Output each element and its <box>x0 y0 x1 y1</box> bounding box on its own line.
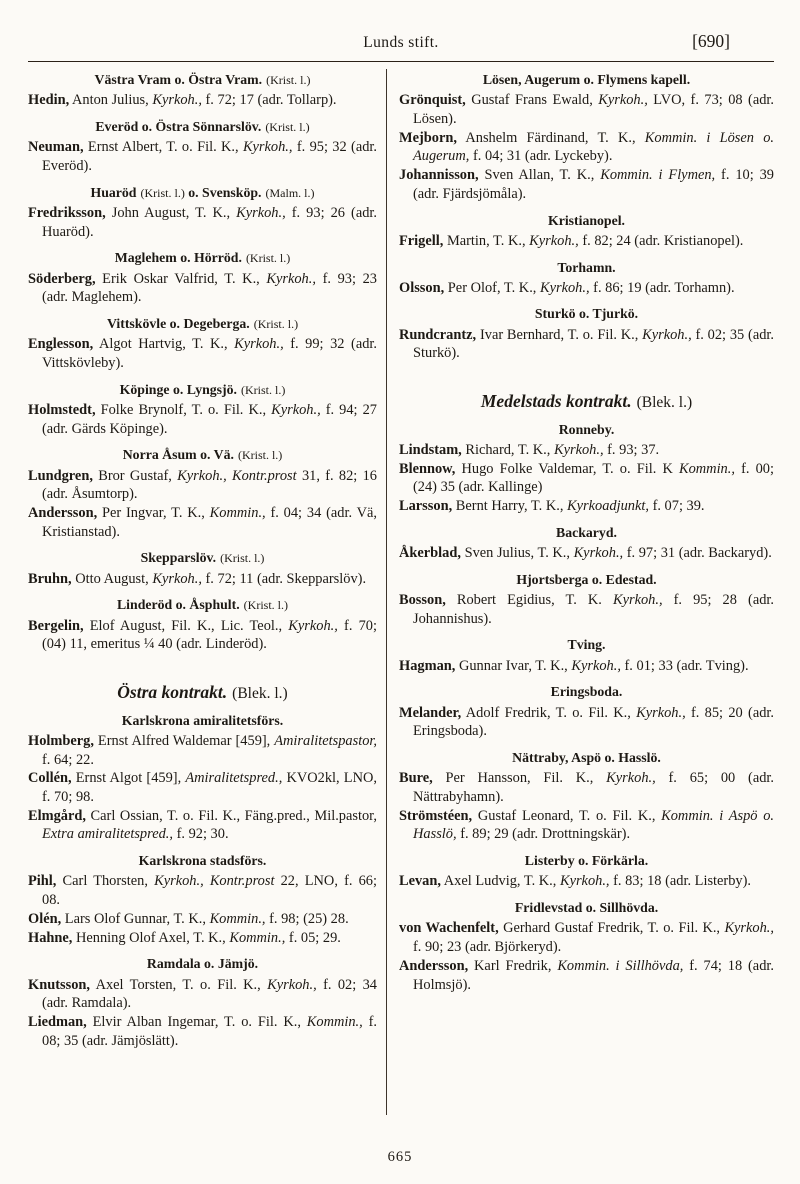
text-run: f. 64; 22. <box>42 751 94 768</box>
text-run: Kommin., <box>306 1013 363 1030</box>
text-run: Kyrkoh., <box>540 279 590 296</box>
text-run: f. 97; 31 (adr. Backaryd). <box>623 545 772 562</box>
text-run: LVO, f. 73; 08 (adr. Lösen). <box>413 92 774 127</box>
clergy-entry <box>399 279 774 298</box>
text-run: f. 99; 32 (adr. Vittskövleby). <box>42 336 377 371</box>
columns-container <box>28 69 774 1115</box>
clergy-entry <box>28 1013 377 1050</box>
surname: Söderberg, <box>28 270 96 287</box>
text-run: Kyrkoh., <box>553 441 604 458</box>
text-run: Kyrkoh., <box>288 617 338 634</box>
parish-heading <box>28 712 377 729</box>
text-run: (Krist. l.) <box>140 185 185 200</box>
text-run: f. 83; 18 (adr. Listerby). <box>609 873 752 890</box>
text-run: Lars Olof Gunnar, T. K., <box>61 910 210 927</box>
clergy-entry <box>28 910 377 929</box>
text-run: (Krist. l.) <box>237 448 283 463</box>
text-run: Robert Egidius, T. K. <box>445 592 613 609</box>
text-run: Kyrkoh., <box>152 92 202 109</box>
text-run: Amiralitetspastor, <box>274 732 377 749</box>
text-run: KVO2kl, LNO, f. 70; 98. <box>42 770 377 806</box>
clergy-entry <box>399 591 774 628</box>
surname: Liedman, <box>28 1013 87 1030</box>
text-run: Lösen, Augerum o. Flymens kapell. <box>482 72 691 87</box>
parish-heading <box>28 446 377 463</box>
parish-heading <box>399 305 774 322</box>
text-run: Erik Oskar Valfrid, T. K., <box>95 270 267 287</box>
text-run: Fridlevstad o. Sillhövda. <box>514 900 659 916</box>
text-run: Kyrkoh., <box>271 401 321 418</box>
text-run: Extra amiralitetspred., <box>42 826 173 843</box>
text-run: Kommin. i Lösen o. Augerum, <box>413 129 774 165</box>
text-run: (Krist. l.) <box>266 73 311 87</box>
text-run: Västra Vram o. Östra Vram. <box>94 72 263 87</box>
surname: Knutsson, <box>28 976 90 993</box>
clergy-entry <box>399 872 774 891</box>
text-run: f. 10; 39 (adr. Fjärdsjömåla). <box>413 167 774 202</box>
text-run: Kyrkoh., <box>642 326 692 343</box>
text-run: Karlskrona amiralitetsförs. <box>121 712 284 728</box>
text-run: Eringsboda. <box>550 684 623 700</box>
text-run: Kommin., <box>209 504 266 521</box>
text-run: Kyrkoh., <box>559 873 610 890</box>
clergy-entry <box>28 91 377 110</box>
text-run: f. 04; 31 (adr. Lyckeby). <box>469 148 613 165</box>
page-footer <box>0 1149 800 1166</box>
text-run: Kommin., <box>678 460 735 477</box>
clergy-entry <box>399 769 774 806</box>
surname: Bosson, <box>399 592 446 609</box>
right-column <box>386 69 774 1115</box>
parish-heading <box>399 71 774 88</box>
text-run: f. 86; 19 (adr. Torhamn). <box>589 279 735 296</box>
parish-heading <box>399 852 774 869</box>
parish-heading <box>28 118 377 135</box>
text-run: 22, LNO, f. 66; 08. <box>42 873 377 909</box>
text-run: Sven Julius, T. K., <box>460 545 574 562</box>
surname: Grönquist, <box>399 92 466 109</box>
page-reference-number: [690] <box>692 31 730 51</box>
clergy-entry <box>28 976 377 1013</box>
surname: Frigell, <box>399 232 444 249</box>
text-run: Vittskövle o. Degeberga. <box>106 315 250 331</box>
text-run: Linderöd o. Åsphult. <box>116 597 240 613</box>
text-run: Karlskrona stadsförs. <box>138 853 267 869</box>
text-run: Kyrkoh., Kontr.prost <box>154 873 275 890</box>
text-run: f. 93; 37. <box>603 441 660 458</box>
surname: Bruhn, <box>28 570 72 587</box>
text-run: Gustaf Frans Ewald, <box>465 92 599 109</box>
text-run: (Krist. l.) <box>245 251 291 266</box>
clergy-entry <box>28 570 377 589</box>
text-run: Karl Fredrik, <box>468 957 558 974</box>
text-run: Ronneby. <box>558 421 615 437</box>
text-run: Hjortsberga o. Edestad. <box>516 571 657 587</box>
text-run: Elof August, Fil. K., Lic. Teol., <box>83 617 289 634</box>
text-run: Torhamn. <box>557 259 616 275</box>
surname: Hedin, <box>28 92 70 109</box>
text-run: f. 08; 35 (adr. Jämjöslätt). <box>42 1013 377 1049</box>
text-run: f. 65; 00 (adr. Nättrabyhamn). <box>413 770 775 806</box>
text-run: Per Hansson, Fil. K., <box>432 770 607 787</box>
text-run: f. 82; 24 (adr. Kristianopel). <box>578 232 744 249</box>
text-run: Kommin. i Aspö o. Hasslö, <box>413 807 774 843</box>
parish-heading <box>28 596 377 613</box>
parish-heading <box>399 749 774 766</box>
text-run: Axel Torsten, T. o. Fil. K., <box>90 976 268 993</box>
text-run: Tving. <box>567 637 606 653</box>
text-run: Kyrkoh., <box>606 770 656 787</box>
text-run: Carl Thorsten, <box>56 873 155 890</box>
page-title: Lunds stift. <box>363 34 439 51</box>
text-run: John August, T. K., <box>105 204 237 221</box>
text-run: (Blek. l.) <box>232 685 288 703</box>
text-run: f. 90; 23 (adr. Björkeryd). <box>413 939 562 956</box>
text-run: Otto August, <box>71 570 153 587</box>
text-run: f. 01; 33 (adr. Tving). <box>620 657 749 674</box>
text-run: Kyrkoh., <box>152 570 202 587</box>
text-run: Algot Hartvig, T. K., <box>93 336 235 353</box>
parish-heading <box>399 259 774 276</box>
text-run: Martin, T. K., <box>443 232 530 249</box>
text-run: Sven Allan, T. K., <box>478 167 601 184</box>
clergy-entry <box>28 204 377 241</box>
text-run: Kyrkoh., <box>234 336 284 353</box>
clergy-entry <box>399 441 774 460</box>
clergy-entry <box>28 617 377 654</box>
text-run: Hugo Folke Valdemar, T. o. Fil. K <box>455 460 679 477</box>
clergy-entry <box>399 232 774 251</box>
text-run: f. 05; 29. <box>285 929 341 946</box>
text-run: Maglehem o. Hörröd. <box>114 250 242 266</box>
surname: Bergelin, <box>28 617 84 634</box>
text-run: f. 02; 35 (adr. Sturkö). <box>413 326 775 362</box>
text-run: Gunnar Ivar, T. K., <box>455 657 572 674</box>
text-run: Richard, T. K., <box>461 441 554 458</box>
text-run: f. 07; 39. <box>648 498 705 515</box>
parish-heading <box>28 315 377 332</box>
header-rule <box>28 61 774 62</box>
text-run: Kyrkoh., <box>636 704 686 721</box>
surname: Andersson, <box>28 504 98 521</box>
parish-heading <box>399 524 774 541</box>
text-run: Kommin., <box>229 929 286 946</box>
text-run: Sturkö o. Tjurkö. <box>534 306 639 322</box>
text-run: Kyrkoh., <box>571 657 621 674</box>
text-run: Huaröd <box>90 184 137 200</box>
text-run: Ernst Albert, T. o. Fil. K., <box>83 139 243 156</box>
parish-heading <box>28 71 377 88</box>
surname: Mejborn, <box>399 129 457 146</box>
text-run: (Krist. l.) <box>265 119 310 134</box>
text-run: f. 94; 27 (adr. Gärds Köpinge). <box>42 401 377 437</box>
clergy-entry <box>399 460 774 497</box>
surname: Holmstedt, <box>28 401 96 418</box>
text-run: f. 02; 34 (adr. Ramdala). <box>42 976 377 1012</box>
page-number: 665 <box>387 1149 413 1165</box>
surname: Elmgård, <box>28 807 86 824</box>
text-run: Köpinge o. Lyngsjö. <box>119 381 237 397</box>
clergy-entry <box>28 467 377 504</box>
text-run: Adolf Fredrik, T. o. Fil. K., <box>461 704 637 721</box>
clergy-entry <box>28 270 377 307</box>
surname: Englesson, <box>28 336 94 353</box>
text-run: (Krist. l.) <box>243 598 288 613</box>
text-run: f. 70; (04) 11, emeritus ¼ 40 (adr. Linderöd). <box>42 617 377 653</box>
clergy-entry <box>399 957 774 994</box>
text-run: f. 95; 32 (adr. Everöd). <box>42 139 377 174</box>
text-run: f. 72; 11 (adr. Skepparslöv). <box>201 570 367 587</box>
text-run: Carl Ossian, T. o. Fil. K., Fäng.pred., Mil.pastor, <box>85 807 377 824</box>
clergy-entry <box>28 872 377 909</box>
text-run: f. 92; 30. <box>172 826 229 843</box>
surname: Hagman, <box>399 657 456 674</box>
text-run: f. 04; 34 (adr. Vä, Kristianstad). <box>42 504 377 540</box>
clergy-entry <box>399 807 774 844</box>
parish-heading <box>28 549 377 566</box>
text-run: f. 93; 26 (adr. Huaröd). <box>42 204 378 240</box>
text-run: f. 00; (24) 35 (adr. Kallinge) <box>413 460 775 496</box>
clergy-entry <box>28 335 377 372</box>
page-header <box>28 31 774 58</box>
text-run: Axel Ludvig, T. K., <box>440 873 560 890</box>
surname: Lundgren, <box>28 467 93 484</box>
parish-heading <box>28 249 377 266</box>
text-run: (Krist. l.) <box>240 382 286 397</box>
text-run: Kyrkoh., <box>236 204 286 221</box>
text-run: f. 72; 17 (adr. Tollarp). <box>201 92 337 109</box>
text-run: Kristianopel. <box>547 212 626 228</box>
text-run: Gerhard Gustaf Fredrik, T. o. Fil. K., <box>498 920 725 937</box>
surname: Olén, <box>28 910 62 927</box>
surname: Collén, <box>28 770 72 787</box>
text-run: Kyrkoh., Kontr.prost <box>177 467 297 484</box>
text-run: Skepparslöv. <box>140 550 217 566</box>
parish-heading <box>28 852 377 869</box>
text-run: Per Ingvar, T. K., <box>97 504 210 521</box>
text-run: Amiralitetspred., <box>185 770 283 787</box>
surname: Pihl, <box>28 873 57 890</box>
surname: Åkerblad, <box>399 545 461 562</box>
parish-heading <box>399 421 774 438</box>
clergy-entry <box>399 657 774 676</box>
surname: Olsson, <box>399 279 445 296</box>
parish-heading <box>399 683 774 700</box>
text-run: Listerby o. Förkärla. <box>524 853 649 869</box>
text-run: (Krist. l.) <box>253 316 299 331</box>
clergy-entry <box>399 129 774 166</box>
surname: Rundcrantz, <box>399 326 477 343</box>
clergy-entry <box>28 769 377 806</box>
text-run: Everöd o. Östra Sönnarslöv. <box>95 118 262 134</box>
clergy-entry <box>399 326 774 363</box>
text-run: Kommin., <box>209 910 266 927</box>
clergy-entry <box>399 919 774 956</box>
text-run: Kyrkoh., <box>266 270 316 287</box>
surname: Holmberg, <box>28 732 94 749</box>
surname: Neuman, <box>28 139 84 156</box>
text-run: Kyrkoh., <box>242 139 293 156</box>
surname: Levan, <box>399 873 441 890</box>
text-run: Folke Brynolf, T. o. Fil. K., <box>95 401 272 418</box>
surname: Bure, <box>399 770 433 787</box>
text-run: f. 74; 18 (adr. Holmsjö). <box>413 957 774 993</box>
surname: Andersson, <box>399 957 469 974</box>
text-run: Kyrkoh., <box>267 976 317 993</box>
text-run: Kommin. i Flymen, <box>600 167 716 184</box>
contract-heading <box>28 682 377 704</box>
text-run: Ivar Bernhard, T. o. Fil. K., <box>476 326 643 343</box>
clergy-entry <box>399 497 774 516</box>
text-run: Kyrkoh., <box>724 920 774 937</box>
text-run: Ramdala o. Jämjö. <box>146 956 259 972</box>
parish-heading <box>399 899 774 916</box>
text-run: Henning Olof Axel, T. K., <box>72 929 230 946</box>
text-run: Per Olof, T. K., <box>444 279 540 296</box>
text-run: Norra Åsum o. Vä. <box>122 447 234 463</box>
surname: Fredriksson, <box>28 204 106 221</box>
text-run: Kyrkoadjunkt, <box>567 498 649 515</box>
text-run: Medelstads kontrakt. <box>480 391 632 412</box>
clergy-entry <box>28 929 377 948</box>
clergy-entry <box>399 166 774 203</box>
text-run: Ernst Alfred Waldemar [459], <box>93 732 275 749</box>
text-run: Ernst Algot [459], <box>71 770 186 787</box>
text-run: Backaryd. <box>556 524 617 540</box>
clergy-entry <box>28 401 377 438</box>
text-run: (Krist. l.) <box>220 551 265 566</box>
parish-heading <box>28 955 377 972</box>
surname: Lindstam, <box>399 441 462 458</box>
text-run: (Blek. l.) <box>636 394 693 412</box>
parish-heading <box>399 212 774 229</box>
text-run: Kyrkoh., <box>598 92 648 109</box>
parish-heading <box>28 184 377 201</box>
text-run: 31, f. 82; 16 (adr. Åsumtorp). <box>42 467 377 503</box>
text-run: o. Svensköp. <box>184 184 262 200</box>
surname: Blennow, <box>399 460 456 477</box>
text-run: Bror Gustaf, <box>92 467 178 484</box>
text-run: Gustaf Leonard, T. o. Fil. K., <box>472 807 662 824</box>
text-run: f. 85; 20 (adr. Eringsboda). <box>413 704 775 740</box>
text-run: Elvir Alban Ingemar, T. o. Fil. K., <box>86 1013 307 1030</box>
parish-heading <box>399 571 774 588</box>
clergy-entry <box>28 138 377 175</box>
surname: Melander, <box>399 704 462 721</box>
text-run: Kyrkoh., <box>573 545 624 562</box>
text-run: Anshelm Färdinand, T. K., <box>456 129 645 146</box>
left-column <box>28 69 386 1115</box>
clergy-entry <box>28 807 377 844</box>
text-run: Anton Julius, <box>69 92 153 109</box>
text-run: Kyrkoh., <box>612 592 663 609</box>
text-run: Kommin. i Sillhövda, <box>557 957 684 974</box>
text-run: f. 93; 23 (adr. Maglehem). <box>42 270 377 306</box>
text-run: f. 95; 28 (adr. Johannishus). <box>413 592 775 627</box>
text-run: Nättraby, Aspö o. Hasslö. <box>512 750 661 766</box>
clergy-entry <box>399 91 774 128</box>
clergy-entry <box>399 544 774 563</box>
text-run: Bernt Harry, T. K., <box>452 498 568 515</box>
text-run: Östra kontrakt. <box>117 682 228 703</box>
contract-heading <box>399 391 774 413</box>
surname: Johannisson, <box>399 167 479 184</box>
surname: von Wachenfelt, <box>399 920 499 937</box>
text-run: (Malm. l.) <box>265 185 315 200</box>
clergy-entry <box>28 504 377 541</box>
parish-heading <box>28 381 377 398</box>
text-run: f. 89; 29 (adr. Drottningskär). <box>456 826 631 843</box>
clergy-entry <box>28 732 377 769</box>
text-run: f. 98; (25) 28. <box>265 910 349 927</box>
parish-heading <box>399 636 774 653</box>
surname: Hahne, <box>28 929 73 946</box>
surname: Larsson, <box>399 498 453 515</box>
surname: Strömstéen, <box>399 807 473 824</box>
clergy-entry <box>399 704 774 741</box>
text-run: Kyrkoh., <box>529 232 579 249</box>
